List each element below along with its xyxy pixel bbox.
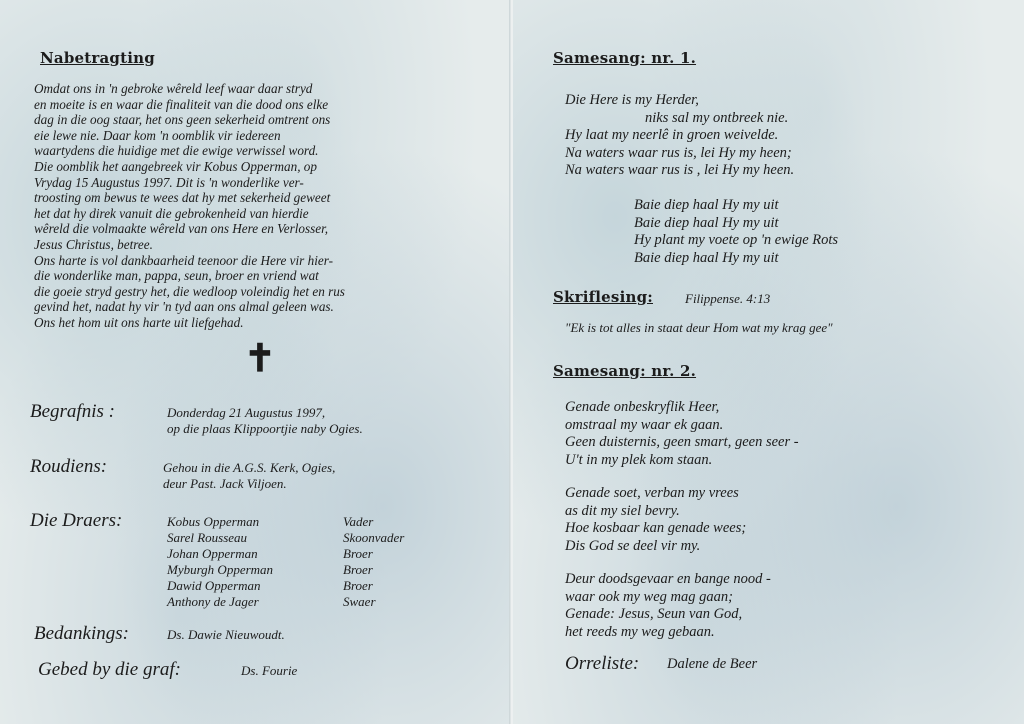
skriflesing-reference: Filippense. 4:13 <box>685 291 771 306</box>
bedankings-label: Bedankings: <box>34 623 129 644</box>
left-page <box>0 0 511 724</box>
skriflesing-quote: "Ek is tot alles in staat deur Hom wat my krag gee" <box>565 320 833 335</box>
hymn-line: Baie diep haal Hy my uit <box>634 249 779 266</box>
paragraph-line: troosting om bewus te wees dat hy met sekerheid geweet <box>34 190 331 206</box>
begrafnis-line: op die plaas Klippoortjie naby Ogies. <box>167 421 363 436</box>
hymn-line: Genade soet, verban my vrees <box>565 485 739 501</box>
paragraph-line: Die oomblik het aangebreek vir Kobus Opperman, op <box>34 158 317 174</box>
samesang2-heading: Samesang: nr. 2. <box>553 362 697 380</box>
bedankings-value: Ds. Dawie Nieuwoudt. <box>167 627 285 642</box>
paragraph-line: die goeie stryd gestry het, die wedloop voleindig het en rus <box>34 283 345 299</box>
hymn-line: Die Here is my Herder, <box>565 92 699 108</box>
nabetragting-heading: Nabetragting <box>40 49 155 67</box>
samesang1-chorus <box>634 197 838 267</box>
paragraph-line: Vrydag 15 Augustus 1997. Dit is 'n wonderlike ver- <box>34 174 304 190</box>
hymn-line: as dit my siel bevry. <box>565 502 680 519</box>
begrafnis-line: Donderdag 21 Augustus 1997, <box>167 405 326 420</box>
draer-name: Dawid Opperman <box>167 578 261 593</box>
paragraph-line: het dat hy direk vanuit die gebrokenheid van hierdie <box>34 205 309 221</box>
roudiens-line: deur Past. Jack Viljoen. <box>163 476 287 491</box>
hymn-line: Geen duisternis, geen smart, geen seer - <box>565 434 799 450</box>
samesang1-heading: Samesang: nr. 1. <box>553 49 697 67</box>
hymn-line: Hy plant my voete op 'n ewige Rots <box>634 232 839 248</box>
paragraph-line: wêreld die volmaakte wêreld van ons Here en Verlosser, <box>34 221 329 237</box>
hymn-line: waar ook my weg mag gaan; <box>565 588 733 605</box>
skriflesing-heading: Skriflesing: <box>553 288 653 306</box>
draer-relation: Swaer <box>343 594 376 609</box>
draer-relation: Vader <box>343 514 374 529</box>
hymn-line: Genade: Jesus, Seun van God, <box>565 606 743 622</box>
samesang2-verse <box>565 485 746 555</box>
paragraph-line: Jesus Christus, betree. <box>34 236 153 252</box>
hymn-line: Hy laat my neerlê in groen weivelde. <box>565 127 779 143</box>
paragraph-line: en moeite is en waar die finaliteit van die dood ons elke <box>34 96 329 112</box>
paragraph-line: die wonderlike man, pappa, seun, broer en vriend wat <box>34 268 319 284</box>
paragraph-line: Ons het hom uit ons harte uit liefgehad. <box>34 314 244 330</box>
hymn-line: Na waters waar rus is , lei Hy my heen. <box>565 162 795 178</box>
roudiens-details <box>163 460 335 492</box>
draer-relation: Broer <box>343 546 373 561</box>
hymn-line: niks sal my ontbreek nie. <box>645 109 789 126</box>
draer-name: Johan Opperman <box>167 546 258 561</box>
nabetragting-paragraph <box>34 81 345 331</box>
right-page <box>513 0 1024 724</box>
draer-name: Myburgh Opperman <box>167 562 274 577</box>
hymn-line: U't in my plek kom staan. <box>565 451 713 468</box>
draers-names <box>167 514 273 610</box>
hymn-line: Na waters waar rus is, lei Hy my heen; <box>565 144 792 161</box>
draer-relation: Skoonvader <box>343 530 405 545</box>
paragraph-line: waartydens die huidige met die ewige verwissel word. <box>34 143 319 159</box>
paragraph-line: eie lewe nie. Daar kom 'n oomblik vir iedereen <box>34 127 281 143</box>
draer-relation: Broer <box>343 578 373 593</box>
samesang2-verse <box>565 399 799 469</box>
draers-relations <box>343 514 404 610</box>
gebed-value: Ds. Fourie <box>241 663 298 678</box>
samesang2-verse <box>565 571 771 641</box>
draers-label: Die Draers: <box>30 510 123 531</box>
gebed-label: Gebed by die graf: <box>38 659 181 680</box>
paragraph-line: gevind het, nadat hy vir 'n tyd aan ons almal geleen was. <box>34 299 334 315</box>
begrafnis-label: Begrafnis : <box>30 401 115 422</box>
samesang1-verse <box>565 92 794 180</box>
begrafnis-details <box>167 405 363 437</box>
paragraph-line: dag in die oog staar, het ons geen sekerheid omtrent ons <box>34 112 331 128</box>
paragraph-line: Ons harte is vol dankbaarheid teenoor die Here vir hier- <box>34 252 333 268</box>
hymn-line: Genade onbeskryflik Heer, <box>565 399 720 415</box>
draer-name: Anthony de Jager <box>167 594 259 609</box>
hymn-line: het reeds my weg gebaan. <box>565 623 715 640</box>
hymn-line: Baie diep haal Hy my uit <box>634 214 779 231</box>
hymn-line: Deur doodsgevaar en bange nood - <box>565 571 771 587</box>
hymn-line: omstraal my waar ek gaan. <box>565 416 724 433</box>
cross-icon: ✝ <box>244 338 276 380</box>
orreliste-value: Dalene de Beer <box>667 656 758 672</box>
roudiens-line: Gehou in die A.G.S. Kerk, Ogies, <box>163 460 336 475</box>
hymn-line: Dis God se deel vir my. <box>565 537 701 554</box>
hymn-line: Baie diep haal Hy my uit <box>634 197 779 213</box>
draer-relation: Broer <box>343 562 373 577</box>
roudiens-label: Roudiens: <box>30 456 108 477</box>
draer-name: Kobus Opperman <box>167 514 260 529</box>
paragraph-line: Omdat ons in 'n gebroke wêreld leef waar daar stryd <box>34 81 313 96</box>
orreliste-label: Orreliste: <box>565 653 640 674</box>
draer-name: Sarel Rousseau <box>167 530 248 545</box>
hymn-line: Hoe kosbaar kan genade wees; <box>565 520 747 536</box>
